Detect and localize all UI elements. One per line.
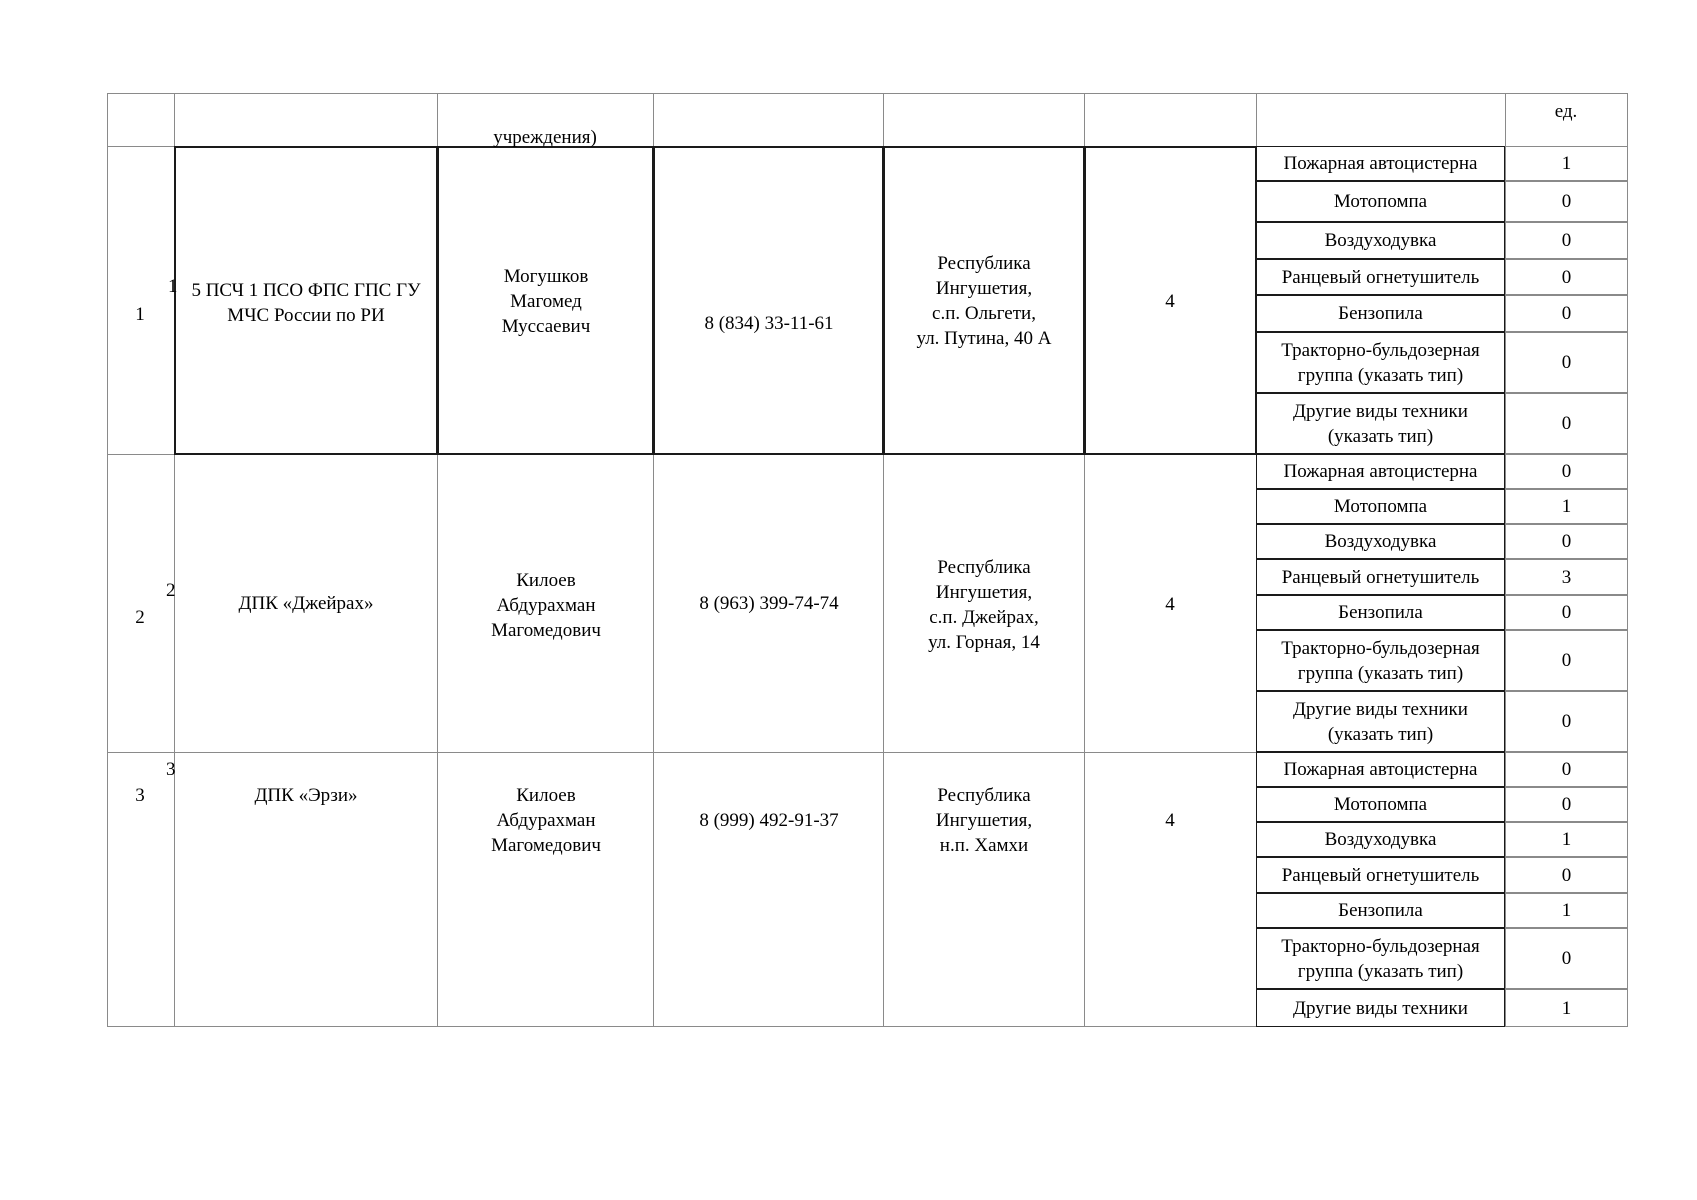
equipment-qty-cell: 0 [1505,181,1628,222]
equipment-name-cell: Мотопомпа [1256,181,1505,222]
equipment-name-cell: Тракторно-бульдозерная группа (указать тип) [1256,630,1505,691]
equipment-name-cell: Бензопила [1256,595,1505,630]
equipment-name-cell: Ранцевый огнетушитель [1256,259,1505,295]
equipment-qty-cell: 0 [1505,524,1628,559]
row-2-head-name: Килоев Абдурахман Магомедович [491,570,601,641]
row-3-address: Республика Ингушетия, н.п. Хамхи [935,785,1033,856]
equipment-name-cell: Пожарная автоцистерна [1256,454,1505,489]
equipment-qty-cell: 0 [1505,259,1628,295]
equipment-name-cell: Воздуходувка [1256,524,1505,559]
equipment-qty-cell: 0 [1505,928,1628,989]
row-1-index-mark: 1 [168,276,178,297]
equipment-qty-cell: 0 [1505,630,1628,691]
equipment-name-cell: Другие виды техники (указать тип) [1256,393,1505,454]
equipment-name-cell: Пожарная автоцистерна [1256,752,1505,787]
equipment-name-cell: Ранцевый огнетушитель [1256,857,1505,893]
equipment-name-cell: Бензопила [1256,893,1505,928]
equipment-name-cell: Воздуходувка [1256,822,1505,857]
row-2-index-mark: 2 [166,580,176,601]
equipment-name-cell: Тракторно-бульдозерная группа (указать тип) [1256,928,1505,989]
equipment-qty-cell: 0 [1505,454,1628,489]
equipment-qty-cell: 0 [1505,332,1628,393]
row-2-org-name: ДПК «Джейрах» [238,593,374,614]
equipment-qty-cell: 0 [1505,222,1628,259]
row-2-index: 2 [135,607,145,628]
row-3-org-name: ДПК «Эрзи» [254,785,358,806]
equipment-name-cell: Пожарная автоцистерна [1256,146,1505,181]
row-1-phone: 8 (834) 33-11-61 [704,313,834,334]
row-3-count: 4 [1165,810,1175,831]
equipment-qty-cell: 1 [1505,146,1628,181]
equipment-name-cell: Мотопомпа [1256,489,1505,524]
equipment-qty-cell: 0 [1505,393,1628,454]
equipment-qty-cell: 0 [1505,857,1628,893]
row-1-head-name: Могушков Магомед Муссаевич [501,266,591,337]
equipment-qty-cell: 0 [1505,295,1628,332]
row-3-index: 3 [135,785,145,806]
row-1-phone-cell-border [653,146,884,455]
row-1-index: 1 [135,304,145,325]
header-unit-caption: ед. [1554,101,1578,122]
row-3-index-mark: 3 [166,759,176,780]
row-3-phone: 8 (999) 492-91-37 [699,810,839,831]
row-2-count: 4 [1165,594,1175,615]
equipment-qty-cell: 1 [1505,822,1628,857]
equipment-qty-cell: 1 [1505,989,1628,1027]
equipment-name-cell: Воздуходувка [1256,222,1505,259]
equipment-name-cell: Ранцевый огнетушитель [1256,559,1505,595]
equipment-qty-cell: 1 [1505,489,1628,524]
equipment-name-cell: Бензопила [1256,295,1505,332]
header-org-caption: учреждения) [493,127,597,148]
equipment-name-cell: Тракторно-бульдозерная группа (указать тип) [1256,332,1505,393]
equipment-qty-cell: 0 [1505,691,1628,752]
row-2-phone: 8 (963) 399-74-74 [699,593,839,614]
equipment-qty-cell: 1 [1505,893,1628,928]
equipment-qty-cell: 0 [1505,787,1628,822]
row-1-address: Республика Ингушетия, с.п. Ольгети, ул. Путина, 40 А [916,253,1052,349]
row-3-head-name: Килоев Абдурахман Магомедович [491,785,601,856]
equipment-name-cell: Другие виды техники [1256,989,1505,1027]
equipment-qty-cell: 0 [1505,752,1628,787]
row-2-address: Республика Ингушетия, с.п. Джейрах, ул. Горная, 14 [928,557,1040,653]
equipment-name-cell: Другие виды техники (указать тип) [1256,691,1505,752]
equipment-qty-cell: 0 [1505,595,1628,630]
equipment-name-cell: Мотопомпа [1256,787,1505,822]
row-1-count: 4 [1165,291,1175,312]
row-1-org-name: 5 ПСЧ 1 ПСО ФПС ГПС ГУ МЧС России по РИ [191,280,421,326]
equipment-qty-cell: 3 [1505,559,1628,595]
